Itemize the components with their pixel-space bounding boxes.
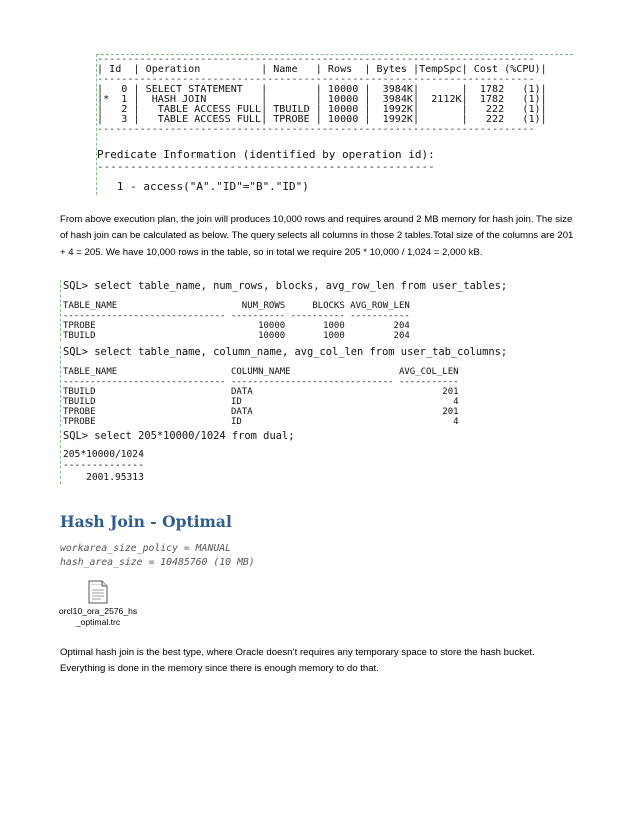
attachment-filename[interactable]: orcl10_ora_2576_hs _optimal.trc bbox=[58, 606, 138, 627]
result-row: TPROBE DATA 201 bbox=[63, 407, 459, 417]
paragraph-plan-explanation: From above execution plan, the join will produces 10,000 rows and requires around 2 MB memory for hash join. The size of hash join can be calculated as below. The query selects all columns in those 2 tables.Total size of the columns are 201 + 4 = 205. We have 10,000 rows in the table, so in total we require 205 * 10,000 / 1,024 = 2,000 kB. bbox=[60, 214, 574, 258]
plan-rule-mid: ------------------------------------------------------------------------ bbox=[97, 74, 535, 85]
predicate-title: Predicate Information (identified by operation id): bbox=[97, 148, 435, 161]
sql-calculation bbox=[60, 430, 581, 484]
plan-header: | Id | Operation | Name | Rows | Bytes |TempSpc| Cost (%CPU)| bbox=[97, 64, 547, 75]
sql-command: SQL> select 205*10000/1024 from dual; bbox=[63, 430, 295, 442]
sql-user-tab-columns bbox=[60, 346, 581, 427]
result-rule: ------------------------------ ------------------------------ ----------- bbox=[63, 377, 459, 387]
plan-row: | 0 | SELECT STATEMENT | | 10000 | 3984K| | 1782 (1)| bbox=[97, 84, 547, 95]
plan-row: |* 1 | HASH JOIN | | 10000 | 3984K| 2112K| 1782 (1)| bbox=[97, 94, 547, 105]
param-workarea: workarea_size_policy = MANUAL bbox=[60, 543, 232, 554]
plan-row: | 3 | TABLE ACCESS FULL| TPROBE | 10000 | 1992K| | 222 (1)| bbox=[97, 114, 547, 125]
predicate-rule: --------------------------------------------------- bbox=[97, 160, 435, 173]
result-rule: ------------------------------ ---------- ---------- ----------- bbox=[63, 311, 410, 321]
sql-command: SQL> select table_name, num_rows, blocks, avg_row_len from user_tables; bbox=[63, 280, 508, 292]
plan-rule-top: ------------------------------------------------------------------------ bbox=[97, 54, 535, 65]
plan-row: | 2 | TABLE ACCESS FULL| TBUILD | 10000 | 1992K| | 222 (1)| bbox=[97, 104, 547, 115]
result-row: TPROBE ID 4 bbox=[63, 417, 459, 427]
predicate-line: 1 - access("A"."ID"="B"."ID") bbox=[97, 180, 309, 193]
result-row: TBUILD 10000 1000 204 bbox=[63, 331, 410, 341]
result-row: TPROBE 10000 1000 204 bbox=[63, 321, 410, 331]
result-header: 205*10000/1024 bbox=[63, 449, 144, 460]
text-file-icon[interactable] bbox=[88, 580, 108, 604]
section-heading: Hash Join - Optimal bbox=[60, 512, 232, 531]
result-row: TBUILD ID 4 bbox=[63, 397, 459, 407]
sql-user-tables bbox=[60, 280, 581, 341]
result-value: 2001.95313 bbox=[63, 472, 144, 483]
plan-rule-bottom: ------------------------------------------------------------------------ bbox=[97, 124, 535, 135]
result-header: TABLE_NAME NUM_ROWS BLOCKS AVG_ROW_LEN bbox=[63, 301, 410, 311]
execution-plan bbox=[96, 54, 573, 195]
result-rule: -------------- bbox=[63, 460, 144, 471]
result-header: TABLE_NAME COLUMN_NAME AVG_COL_LEN bbox=[63, 367, 459, 377]
paragraph-optimal-explanation: Optimal hash join is the best type, where Oracle doesn’t requires any temporary space to store the hash bucket. Everything is done in the memory since there is enough memory to do that. bbox=[60, 647, 535, 675]
result-row: TBUILD DATA 201 bbox=[63, 387, 459, 397]
param-hash-area: hash_area_size = 10485760 (10 MB) bbox=[60, 557, 255, 568]
sql-command: SQL> select table_name, column_name, avg_col_len from user_tab_columns; bbox=[63, 346, 508, 358]
